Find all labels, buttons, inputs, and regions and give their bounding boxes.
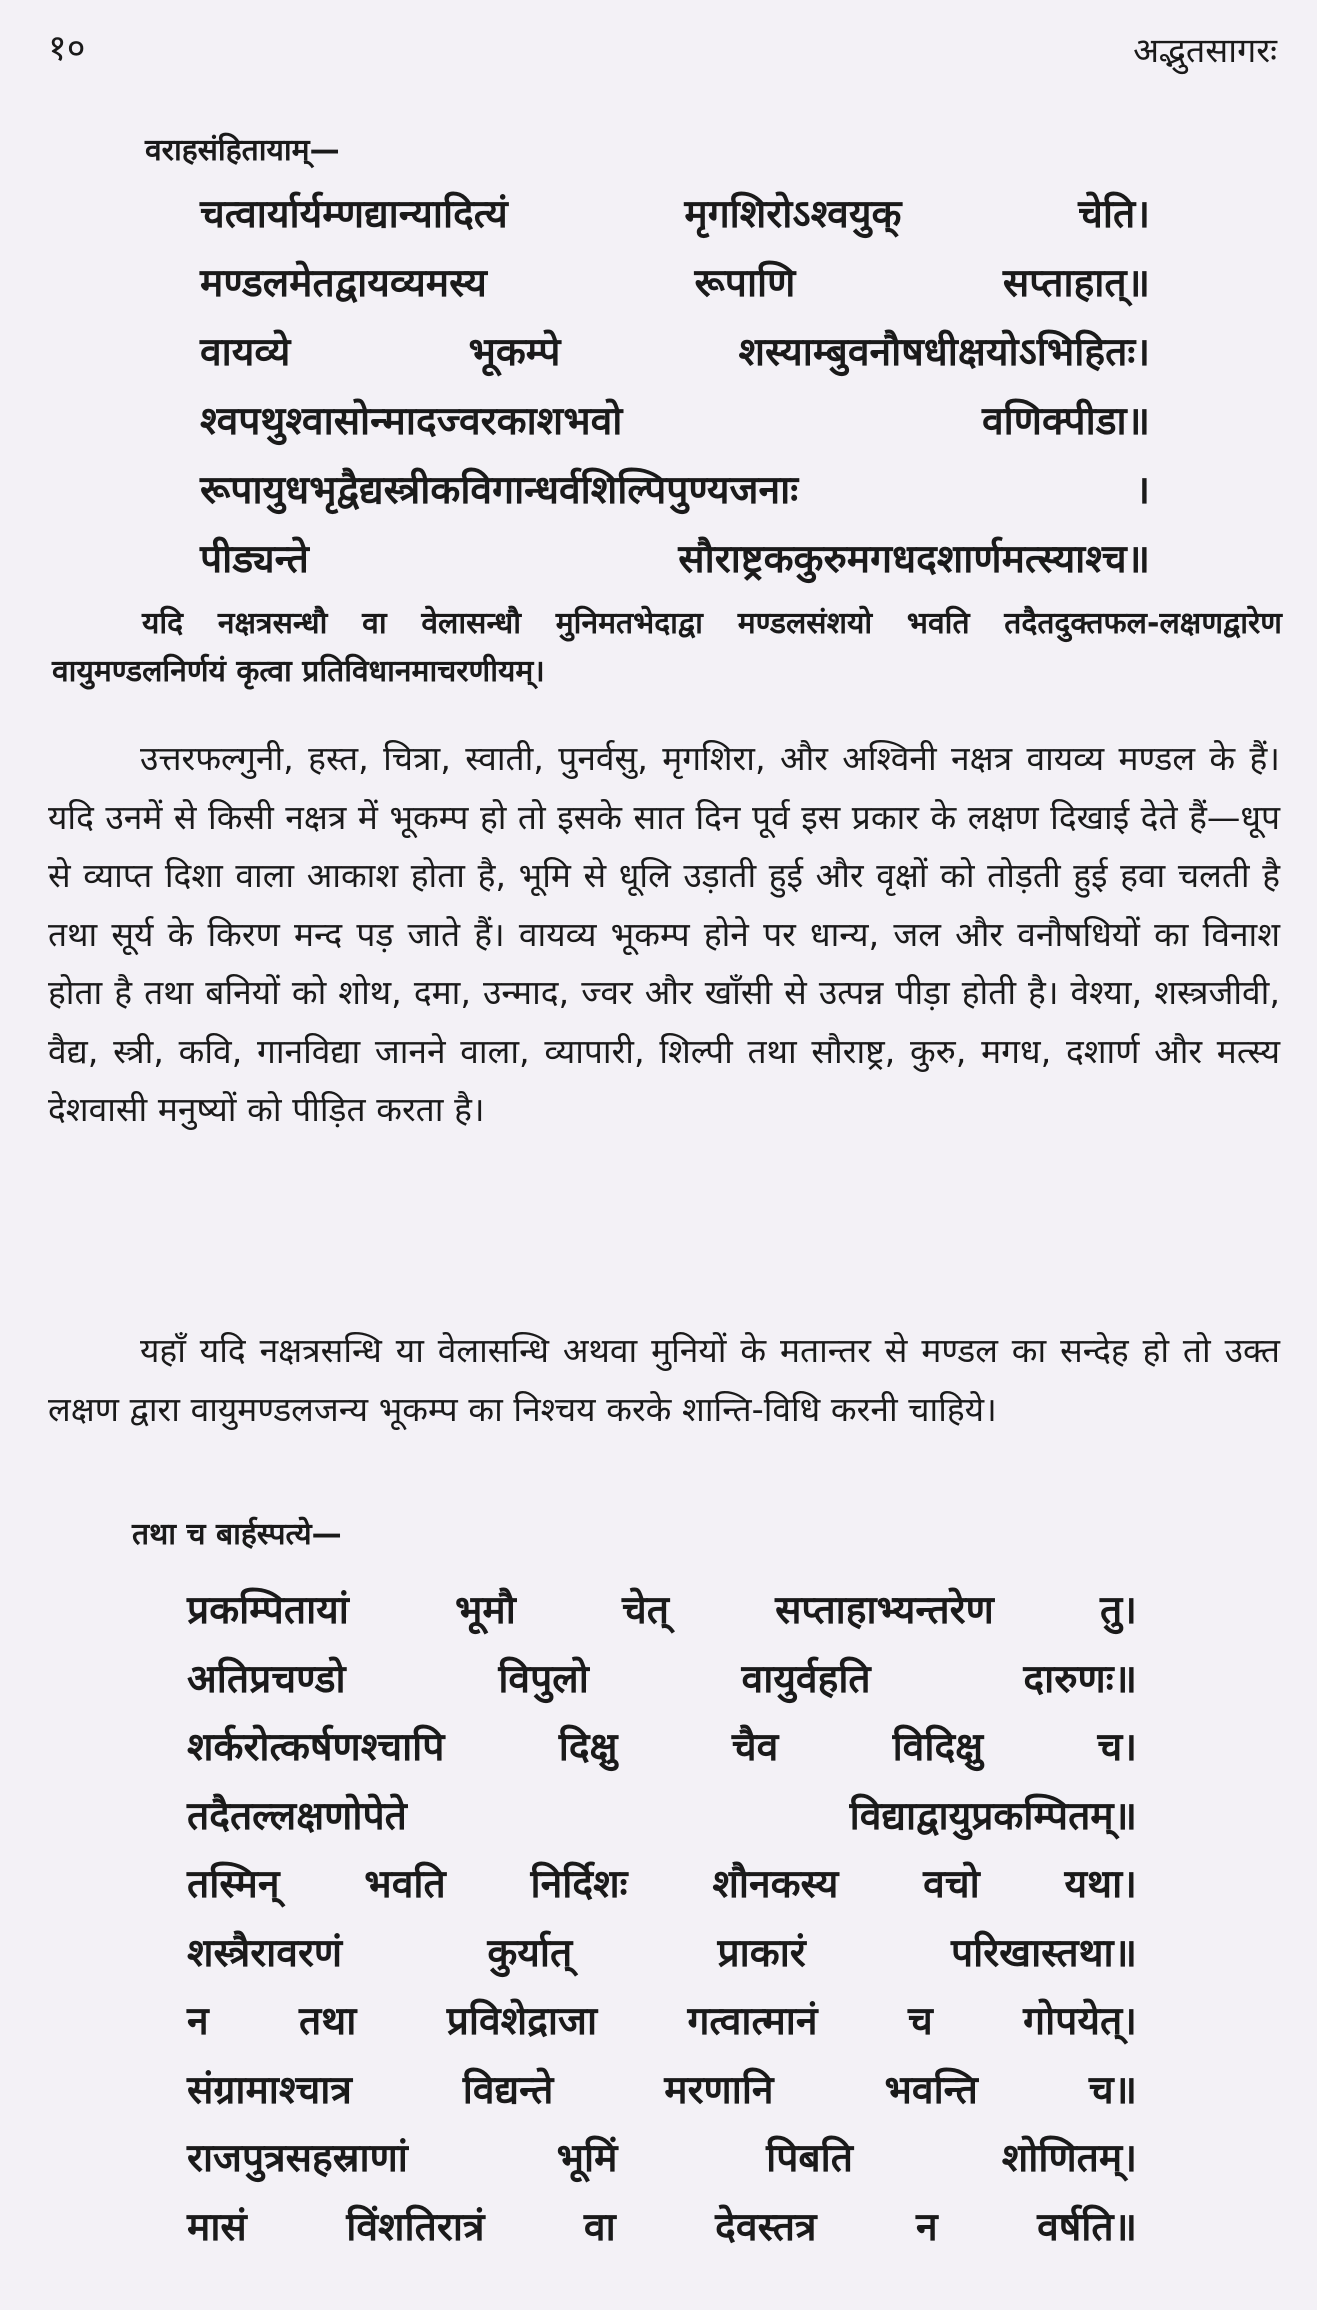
verse-line — [200, 387, 1150, 456]
verse-line — [187, 1646, 1137, 1715]
verse-line — [187, 1714, 1137, 1783]
verse-word: तदैतल्लक्षणोपेते — [187, 1793, 407, 1839]
verse-word: न — [187, 1999, 209, 2044]
verse-line — [187, 1988, 1137, 2057]
verse-word: च। — [1097, 1725, 1137, 1770]
verse-line — [187, 2125, 1137, 2194]
verse-word: न — [915, 2204, 938, 2250]
verse-word: तु। — [1099, 1588, 1137, 1633]
verse-word: च॥ — [1088, 2067, 1137, 2113]
verse-word: मृगशिरोऽश्वयुक् — [684, 192, 902, 237]
verse-word: भवति — [364, 1862, 446, 1907]
verse-word: चेत् — [621, 1588, 669, 1633]
verse-line — [187, 2057, 1137, 2126]
verse-word: शर्करोत्कर्षणश्चापि — [187, 1725, 445, 1770]
verse-word: कुर्यात् — [487, 1930, 573, 1976]
verse-word: सप्ताहाभ्यन्तरेण — [775, 1588, 994, 1633]
verse-word: संग्रामाश्चात्र — [187, 2067, 352, 2113]
verse-word: वायुर्वहति — [741, 1656, 871, 1702]
verse-word: शस्याम्बुवनौषधीक्षयोऽभिहितः। — [738, 330, 1150, 375]
verse-block-barhaspatya — [187, 1577, 1137, 2262]
verse-word: रूपायुधभृद्वैद्यस्त्रीकविगान्धर्वशिल्पिपुण्यजनाः — [200, 468, 799, 513]
verse-word: पीड्यन्ते — [200, 537, 309, 582]
verse-word: दिक्षु — [558, 1725, 618, 1770]
section-heading-barhaspatya: तथा च बार्हस्पत्ये— — [132, 1517, 342, 1552]
verse-line — [187, 1783, 1137, 1852]
page-number: १० — [48, 28, 86, 69]
verse-word: विंशतिरात्रं — [346, 2204, 485, 2250]
verse-word: वणिक्पीडा॥ — [981, 399, 1150, 444]
verse-word: गत्वात्मानं — [687, 1999, 818, 2044]
verse-word: विद्यन्ते — [462, 2067, 554, 2113]
verse-line — [200, 180, 1150, 249]
verse-word: मण्डलमेतद्वायव्यमस्य — [200, 261, 487, 306]
verse-word: देवस्तत्र — [715, 2204, 817, 2250]
verse-block-varaha — [200, 180, 1150, 594]
verse-word: शोणितम्। — [1001, 2136, 1137, 2181]
verse-word: चत्वार्यार्यम्णद्यान्यादित्यं — [200, 192, 508, 237]
sanskrit-commentary: यदि नक्षत्रसन्धौ वा वेलासन्धौ मुनिमतभेदाद्वा मण्डलसंशयो भवति तदैतदुक्तफल-लक्षणद्वारेण वायुमण्डलनिर्णयं कृत्वा प्रतिविधानमाचरणीयम्। — [52, 606, 1282, 689]
verse-line — [187, 2194, 1137, 2263]
verse-word: । — [1135, 468, 1150, 513]
verse-word: भूकम्पे — [468, 330, 561, 375]
verse-word: प्रविशेद्राजा — [446, 1999, 598, 2044]
verse-word: गोपयेत्। — [1023, 1999, 1137, 2044]
page-header — [48, 22, 1277, 72]
verse-word: सप्ताहात्॥ — [1002, 261, 1150, 306]
verse-word: सौराष्ट्रककुरुमगधदशार्णमत्स्याश्च॥ — [678, 537, 1150, 582]
verse-word: वायव्ये — [200, 330, 291, 375]
verse-line — [187, 1920, 1137, 1989]
verse-word: प्रकम्पितायां — [187, 1588, 349, 1633]
verse-word: विद्याद्वायुप्रकम्पितम्॥ — [849, 1793, 1137, 1839]
verse-line — [200, 249, 1150, 318]
verse-line — [200, 525, 1150, 594]
hindi-translation-1: उत्तरफल्गुनी, हस्त, चित्रा, स्वाती, पुनर्वसु, मृगशिरा, और अश्विनी नक्षत्र वायव्य मण्डल के हैं। यदि उनमें से किसी नक्षत्र में भूकम्प हो तो इसके सात दिन पूर्व इस प्रकार के लक्षण दिखाई देते हैं—धूप से व्याप्त दिशा वाला आकाश होता है, भूमि से धूलि उड़ाती हुई और वृक्षों को तोड़ती हुई हवा चलती है तथा सूर्य के किरण मन्द पड़ जाते हैं। वायव्य भूकम्प होने पर धान्य, जल और वनौषधियों का विनाश होता है तथा बनियों को शोथ, दमा, उन्माद, ज्वर और खाँसी से उत्पन्न पीड़ा होती है। वेश्या, शस्त्रजीवी, वैद्य, स्त्री, कवि, गानविद्या जानने वाला, व्यापारी, शिल्पी तथा सौराष्ट्र, कुरु, मगध, दशार्ण और मत्स्य देशवासी मनुष्यों को पीड़ित करता है। — [48, 739, 1280, 1129]
verse-word: दारुणः॥ — [1023, 1656, 1137, 1702]
verse-word: निर्दिशः — [530, 1862, 628, 1907]
verse-line — [200, 318, 1150, 387]
verse-word: भूमिं — [556, 2136, 618, 2181]
verse-word: चैव — [731, 1725, 779, 1770]
verse-word: परिखास्तथा॥ — [950, 1930, 1137, 1976]
verse-word: वचो — [923, 1862, 980, 1907]
verse-word: भूमौ — [455, 1588, 516, 1633]
hindi-translation-2: यहाँ यदि नक्षत्रसन्धि या वेलासन्धि अथवा मुनियों के मतान्तर से मण्डल का सन्देह हो तो उक्त लक्षण द्वारा वायुमण्डलजन्य भूकम्प का निश्चय करके शान्ति-विधि करनी चाहिये। — [48, 1331, 1280, 1429]
verse-word: मरणानि — [664, 2067, 774, 2113]
verse-word: विदिक्षु — [892, 1725, 984, 1770]
verse-word: अतिप्रचण्डो — [187, 1656, 346, 1702]
verse-word: च — [907, 1999, 933, 2044]
verse-word: पिबति — [766, 2136, 854, 2181]
verse-line — [187, 1851, 1137, 1920]
verse-word: वर्षति॥ — [1037, 2204, 1137, 2250]
verse-word: शौनकस्य — [712, 1862, 839, 1907]
verse-word: वा — [583, 2204, 616, 2250]
section-heading-varaha: वराहसंहितायाम्— — [145, 133, 340, 168]
verse-line — [187, 1577, 1137, 1646]
verse-word: तस्मिन् — [187, 1862, 280, 1907]
verse-word: राजपुत्रसहस्राणां — [187, 2136, 408, 2181]
verse-word: श्वपथुश्वासोन्मादज्वरकाशभवो — [200, 399, 623, 444]
verse-word: शस्त्रैरावरणं — [187, 1930, 343, 1976]
verse-word: रूपाणि — [694, 261, 796, 306]
verse-line — [200, 456, 1150, 525]
verse-word: भवन्ति — [884, 2067, 978, 2113]
verse-word: विपुलो — [498, 1656, 589, 1702]
verse-word: तथा — [299, 1999, 357, 2044]
running-title: अद्भुतसागरः — [1133, 31, 1277, 71]
verse-word: यथा। — [1064, 1862, 1137, 1907]
verse-word: चेति। — [1078, 192, 1150, 237]
verse-word: मासं — [187, 2204, 247, 2250]
verse-word: प्राकारं — [717, 1930, 806, 1976]
